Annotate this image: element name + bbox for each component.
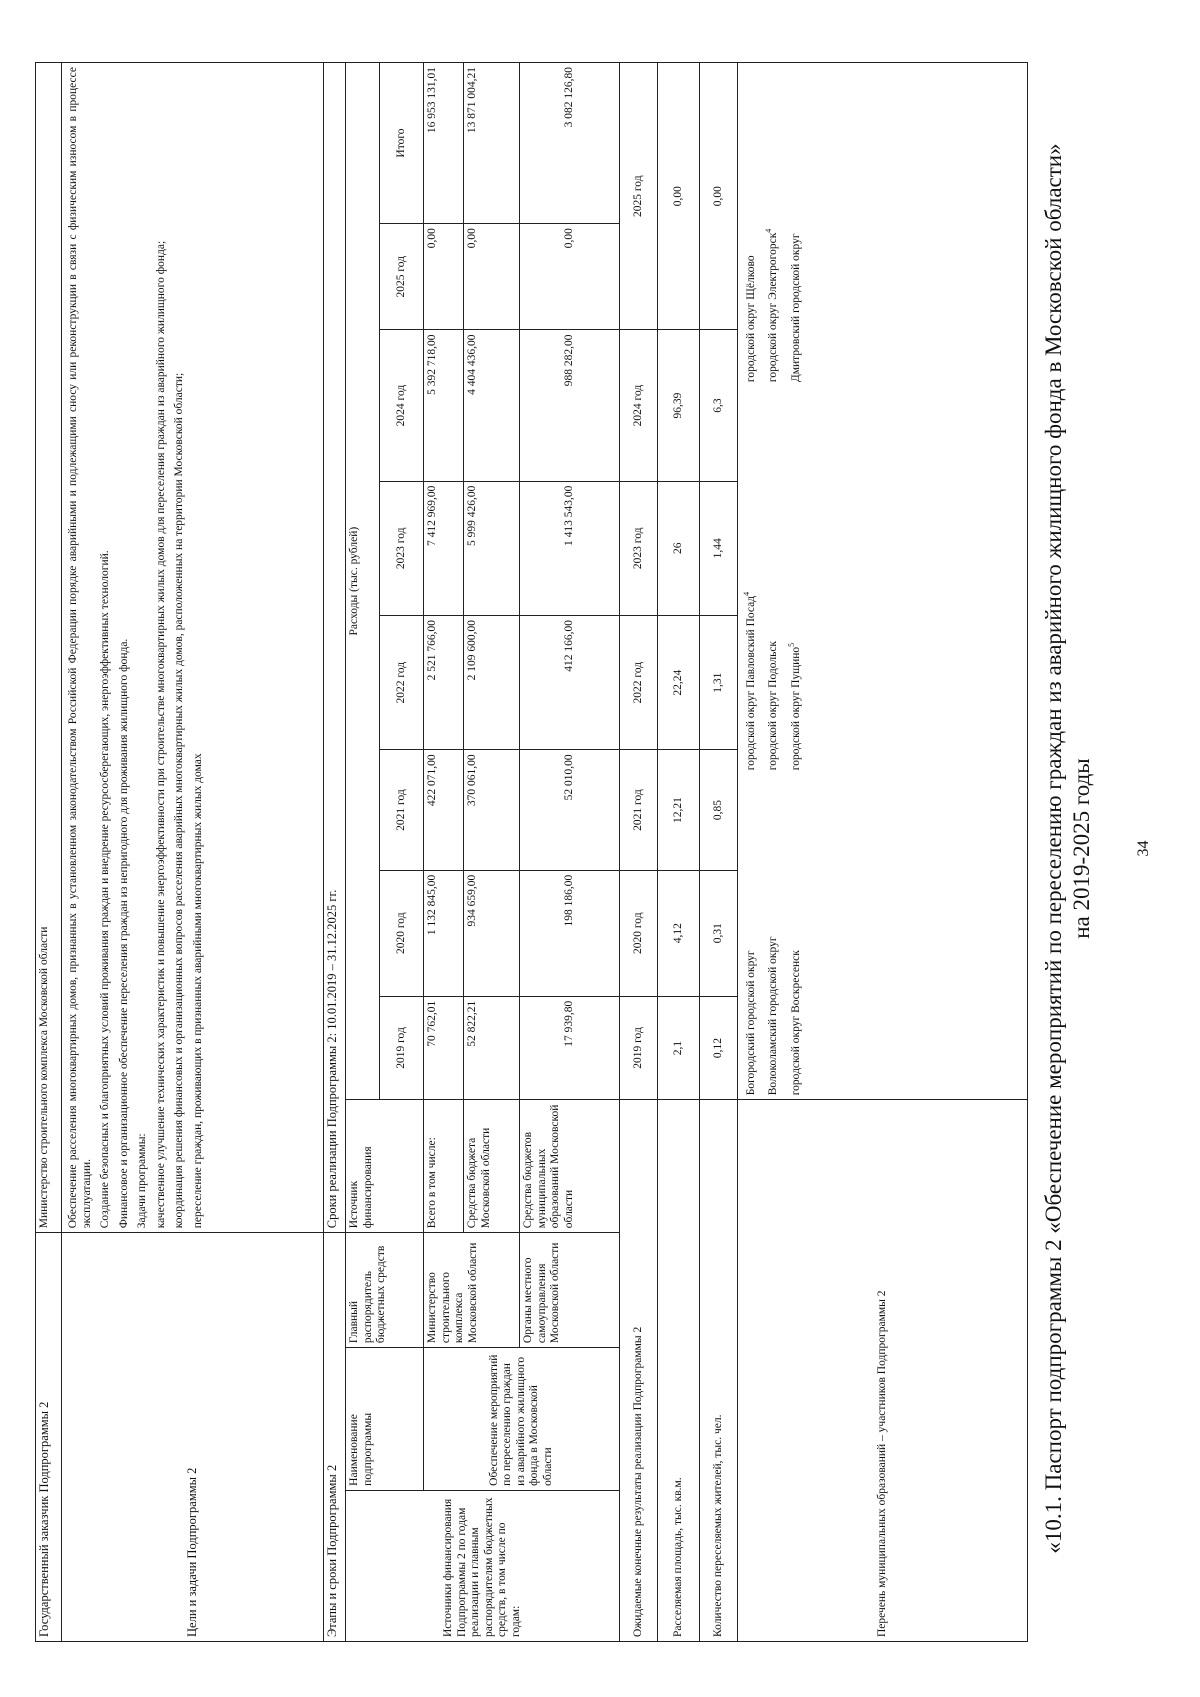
year-header: 2022 год <box>380 615 424 749</box>
col-manager-header: Главный распорядитель бюджетных средств <box>346 1233 424 1348</box>
municipality-item: Дмитровский городской округ <box>789 233 802 383</box>
value-cell: 70 762,01 <box>424 996 464 1100</box>
financing-label: Источники финансирования Подпрограммы 2 по годам реализации и главным распорядителям бюджетных средств, в том числе по годам: <box>346 1490 620 1641</box>
area-value: 2,1 <box>658 996 700 1100</box>
col-name-header: Наименование подпрограммы <box>346 1348 424 1491</box>
result-year-header: 2025 год <box>620 63 658 330</box>
result-year-header: 2019 год <box>620 996 658 1100</box>
value-cell: 412 166,00 <box>520 615 620 749</box>
title-line-2: на 2019-2025 годы <box>1069 758 1094 939</box>
goal-item: Задачи программы: <box>136 1133 148 1229</box>
goal-item: Обеспечение расселения многоквартирных домов, признанных в установленном законодательством Российской Федерации порядке аварийными и подлежащими сносу или реконструкции в связи с физическим износом в процессе эксплуатации. <box>67 67 93 1229</box>
municipality-item: городской округ Павловский Посад$^4$ <box>742 591 757 771</box>
municipalities-list <box>738 63 1028 1100</box>
area-label: Расселяемая площадь, тыс. кв.м. <box>658 1100 700 1642</box>
municipality-item: городской округ Пущино$^5$ <box>786 642 802 771</box>
municipality-item: городской округ Воскресенск <box>789 950 802 1096</box>
passport-table <box>35 62 1028 1642</box>
residents-value: 6,3 <box>700 330 738 481</box>
value-cell: 1 413 543,00 <box>520 481 620 615</box>
source-total: Всего в том числе: <box>424 1100 464 1233</box>
area-value: 26 <box>658 481 700 615</box>
manager-ministry: Министерство строительного комплекса Московской области <box>424 1233 520 1348</box>
title-line-1: «10.1. Паспорт подпрограммы 2 «Обеспечение мероприятий по переселению граждан из аварийного жилищного фонда в Московской области» <box>1041 143 1066 1554</box>
year-header: 2025 год <box>380 224 424 330</box>
col-expenses-header: Расходы (тыс. рублей) <box>346 63 380 1100</box>
result-year-header: 2023 год <box>620 481 658 615</box>
document-title <box>1040 0 1096 1697</box>
manager-local: Органы местного самоуправления Московской области <box>520 1233 620 1348</box>
residents-value: 0,31 <box>700 870 738 996</box>
page-number: 34 <box>1135 840 1152 857</box>
result-year-header: 2022 год <box>620 615 658 749</box>
value-cell: 198 186,00 <box>520 870 620 996</box>
municipality-item: Богородский городской округ <box>744 950 757 1096</box>
total-cell: 16 953 131,01 <box>424 63 464 224</box>
value-cell: 988 282,00 <box>520 330 620 481</box>
value-cell: 5 999 426,00 <box>464 481 520 615</box>
residents-value: 0,12 <box>700 996 738 1100</box>
value-cell: 2 521 766,00 <box>424 615 464 749</box>
municipality-item: городской округ Электрогорск$^4$ <box>764 228 780 383</box>
goal-item: переселение граждан, проживающих в признанных аварийными многоквартирных жилых домах <box>191 753 204 1229</box>
total-cell: 13 871 004,21 <box>464 63 520 224</box>
year-header: 2023 год <box>380 481 424 615</box>
year-header: 2021 год <box>380 750 424 870</box>
residents-value: 0,85 <box>700 750 738 870</box>
goal-item: координация решения финансовых и организационных вопросов расселения аварийных многоквартирных жилых домов, расположенных на территории Московской области; <box>173 372 185 1229</box>
residents-value: 1,44 <box>700 481 738 615</box>
year-header: 2019 год <box>380 996 424 1100</box>
source-region: Средства бюджета Московской области <box>464 1100 520 1233</box>
goals-content <box>62 63 324 1233</box>
year-header: 2024 год <box>380 330 424 481</box>
municipalities-label: Перечень муниципальных образований – участников Подпрограммы 2 <box>738 1100 1028 1642</box>
value-cell: 370 061,00 <box>464 750 520 870</box>
area-value: 12,21 <box>658 750 700 870</box>
municipality-item: городской округ Щёлково <box>744 255 757 383</box>
value-cell: 4 404 436,00 <box>464 330 520 481</box>
source-municipal: Средства бюджетов муниципальных образований Московской области <box>520 1100 620 1233</box>
total-header: Итого <box>380 63 424 224</box>
result-year-header: 2024 год <box>620 330 658 481</box>
subprogram-name: Обеспечение мероприятий по переселению граждан из аварийного жилищного фонда в Московской области <box>424 1348 620 1491</box>
value-cell: 5 392 718,00 <box>424 330 464 481</box>
value-cell: 422 071,00 <box>424 750 464 870</box>
goals-label: Цели и задачи Подпрограммы 2 <box>62 1233 324 1642</box>
residents-value: 1,31 <box>700 615 738 749</box>
municipality-item: городской округ Подольск <box>767 640 780 771</box>
value-cell: 934 659,00 <box>464 870 520 996</box>
goal-item: качественное улучшение технических характеристик и повышение энергоэффективности при строительстве многоквартирных жилых домов для переселения граждан из аварийного жилищного фонда; <box>154 240 167 1229</box>
value-cell: 17 939,80 <box>520 996 620 1100</box>
value-cell: 2 109 600,00 <box>464 615 520 749</box>
year-header: 2020 год <box>380 870 424 996</box>
municipality-item: Волоколамский городской округ <box>767 936 780 1096</box>
area-value: 4,12 <box>658 870 700 996</box>
stages-label: Этапы и сроки Подпрограммы 2 <box>324 1233 346 1642</box>
value-cell: 52 010,00 <box>520 750 620 870</box>
goal-item: Создание безопасных и благоприятных условий проживания граждан и внедрение ресурсосберегающих, энергоэффективных технологий. <box>99 550 111 1229</box>
result-year-header: 2021 год <box>620 750 658 870</box>
goal-item: Финансовое и организационное обеспечение переселения граждан из непригодного для проживания жилищного фонда. <box>117 638 130 1229</box>
results-label: Ожидаемые конечные результаты реализации Подпрограммы 2 <box>620 1100 658 1642</box>
customer-value: Министерство строительного комплекса Московской области <box>36 63 62 1233</box>
residents-value: 0,00 <box>700 63 738 330</box>
residents-label: Количество переселяемых жителей, тыс. чел. <box>700 1100 738 1642</box>
value-cell: 7 412 969,00 <box>424 481 464 615</box>
value-cell: 0,00 <box>520 224 620 330</box>
total-cell: 3 082 126,80 <box>520 63 620 224</box>
col-source-header: Источник финансирования <box>346 1100 424 1233</box>
result-year-header: 2020 год <box>620 870 658 996</box>
value-cell: 52 822,21 <box>464 996 520 1100</box>
value-cell: 0,00 <box>464 224 520 330</box>
area-value: 96,39 <box>658 330 700 481</box>
value-cell: 1 132 845,00 <box>424 870 464 996</box>
area-value: 22,24 <box>658 615 700 749</box>
customer-label: Государственный заказчик Подпрограммы 2 <box>36 1233 62 1642</box>
value-cell: 0,00 <box>424 224 464 330</box>
stages-value: Сроки реализации Подпрограммы 2: 10.01.2019 – 31.12.2025 гг. <box>324 63 346 1233</box>
area-value: 0,00 <box>658 63 700 330</box>
